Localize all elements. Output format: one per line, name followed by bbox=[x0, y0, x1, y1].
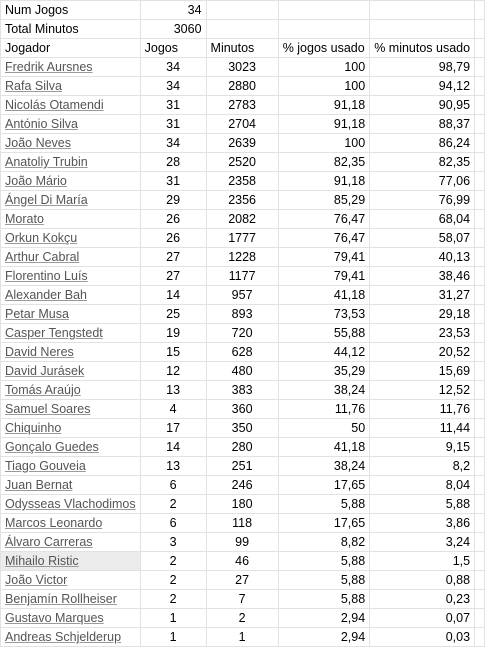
jogos-cell[interactable]: 17 bbox=[140, 419, 206, 438]
empty-cell[interactable] bbox=[475, 571, 485, 590]
minutos-cell[interactable]: 2880 bbox=[206, 77, 278, 96]
pct-minutos-cell[interactable]: 76,99 bbox=[370, 191, 475, 210]
pct-minutos-cell[interactable]: 1,5 bbox=[370, 552, 475, 571]
minutos-cell[interactable]: 280 bbox=[206, 438, 278, 457]
minutos-cell[interactable]: 2639 bbox=[206, 134, 278, 153]
minutos-cell[interactable]: 893 bbox=[206, 305, 278, 324]
pct-jogos-cell[interactable]: 100 bbox=[278, 58, 370, 77]
empty-cell[interactable] bbox=[475, 324, 485, 343]
empty-cell[interactable] bbox=[475, 381, 485, 400]
empty-cell[interactable] bbox=[475, 210, 485, 229]
total-minutos-label[interactable]: Total Minutos bbox=[1, 20, 141, 39]
minutos-cell[interactable]: 2356 bbox=[206, 191, 278, 210]
player-name-cell[interactable]: Samuel Soares bbox=[1, 400, 141, 419]
player-name-cell[interactable]: Mihailo Ristic bbox=[1, 552, 141, 571]
player-name-cell[interactable]: Andreas Schjelderup bbox=[1, 628, 141, 647]
empty-cell[interactable] bbox=[475, 457, 485, 476]
empty-cell[interactable] bbox=[475, 609, 485, 628]
empty-cell[interactable] bbox=[370, 1, 475, 20]
player-name-cell[interactable]: Gonçalo Guedes bbox=[1, 438, 141, 457]
player-name-cell[interactable]: Anatoliy Trubin bbox=[1, 153, 141, 172]
table-row bbox=[1, 457, 485, 476]
minutos-cell[interactable]: 1777 bbox=[206, 229, 278, 248]
jogos-cell[interactable]: 6 bbox=[140, 514, 206, 533]
table-row bbox=[1, 324, 485, 343]
header-jogador[interactable]: Jogador bbox=[1, 39, 141, 58]
table-row bbox=[1, 609, 485, 628]
pct-jogos-cell[interactable]: 91,18 bbox=[278, 96, 370, 115]
table-row bbox=[1, 476, 485, 495]
minutos-cell[interactable]: 720 bbox=[206, 324, 278, 343]
pct-minutos-cell[interactable]: 3,86 bbox=[370, 514, 475, 533]
table-row bbox=[1, 343, 485, 362]
pct-minutos-cell[interactable]: 12,52 bbox=[370, 381, 475, 400]
jogos-cell[interactable]: 2 bbox=[140, 495, 206, 514]
empty-cell[interactable] bbox=[475, 172, 485, 191]
pct-minutos-cell[interactable]: 11,44 bbox=[370, 419, 475, 438]
pct-minutos-cell[interactable]: 20,52 bbox=[370, 343, 475, 362]
pct-minutos-cell[interactable]: 40,13 bbox=[370, 248, 475, 267]
pct-jogos-cell[interactable]: 17,65 bbox=[278, 514, 370, 533]
player-name-cell[interactable]: Rafa Silva bbox=[1, 77, 141, 96]
jogos-cell[interactable]: 34 bbox=[140, 58, 206, 77]
pct-jogos-cell[interactable]: 5,88 bbox=[278, 571, 370, 590]
header-jogos[interactable]: Jogos bbox=[140, 39, 206, 58]
table-row bbox=[1, 628, 485, 647]
minutos-cell[interactable]: 1177 bbox=[206, 267, 278, 286]
empty-cell[interactable] bbox=[475, 419, 485, 438]
pct-jogos-cell[interactable]: 35,29 bbox=[278, 362, 370, 381]
pct-jogos-cell[interactable]: 50 bbox=[278, 419, 370, 438]
empty-cell[interactable] bbox=[475, 267, 485, 286]
table-row bbox=[1, 229, 485, 248]
empty-cell[interactable] bbox=[475, 134, 485, 153]
minutos-cell[interactable]: 99 bbox=[206, 533, 278, 552]
empty-cell[interactable] bbox=[475, 153, 485, 172]
pct-minutos-cell[interactable]: 0,07 bbox=[370, 609, 475, 628]
pct-jogos-cell[interactable]: 38,24 bbox=[278, 381, 370, 400]
empty-cell[interactable] bbox=[475, 495, 485, 514]
num-jogos-value[interactable]: 34 bbox=[140, 1, 206, 20]
jogos-cell[interactable]: 3 bbox=[140, 533, 206, 552]
header-row bbox=[1, 39, 485, 58]
empty-cell[interactable] bbox=[278, 1, 370, 20]
jogos-cell[interactable]: 1 bbox=[140, 628, 206, 647]
empty-cell[interactable] bbox=[475, 476, 485, 495]
pct-minutos-cell[interactable]: 31,27 bbox=[370, 286, 475, 305]
pct-jogos-cell[interactable]: 5,88 bbox=[278, 552, 370, 571]
jogos-cell[interactable]: 13 bbox=[140, 381, 206, 400]
pct-minutos-cell[interactable]: 9,15 bbox=[370, 438, 475, 457]
player-name-cell[interactable]: Fredrik Aursnes bbox=[1, 58, 141, 77]
jogos-cell[interactable]: 31 bbox=[140, 115, 206, 134]
player-name-cell[interactable]: Morato bbox=[1, 210, 141, 229]
pct-minutos-cell[interactable]: 82,35 bbox=[370, 153, 475, 172]
jogos-cell[interactable]: 19 bbox=[140, 324, 206, 343]
player-name-cell[interactable]: Tiago Gouveia bbox=[1, 457, 141, 476]
pct-jogos-cell[interactable]: 2,94 bbox=[278, 609, 370, 628]
minutos-cell[interactable]: 2783 bbox=[206, 96, 278, 115]
empty-cell[interactable] bbox=[475, 286, 485, 305]
pct-minutos-cell[interactable]: 68,04 bbox=[370, 210, 475, 229]
player-name-cell[interactable]: David Jurásek bbox=[1, 362, 141, 381]
pct-minutos-cell[interactable]: 23,53 bbox=[370, 324, 475, 343]
pct-minutos-cell[interactable]: 0,03 bbox=[370, 628, 475, 647]
pct-jogos-cell[interactable]: 79,41 bbox=[278, 248, 370, 267]
total-minutos-value[interactable]: 3060 bbox=[140, 20, 206, 39]
minutos-cell[interactable]: 251 bbox=[206, 457, 278, 476]
jogos-cell[interactable]: 2 bbox=[140, 590, 206, 609]
table-row bbox=[1, 267, 485, 286]
minutos-cell[interactable]: 3023 bbox=[206, 58, 278, 77]
pct-jogos-cell[interactable]: 8,82 bbox=[278, 533, 370, 552]
table-row bbox=[1, 571, 485, 590]
jogos-cell[interactable]: 31 bbox=[140, 172, 206, 191]
empty-cell[interactable] bbox=[475, 590, 485, 609]
jogos-cell[interactable]: 26 bbox=[140, 229, 206, 248]
empty-cell[interactable] bbox=[475, 58, 485, 77]
empty-cell[interactable] bbox=[475, 20, 485, 39]
empty-cell[interactable] bbox=[475, 628, 485, 647]
jogos-cell[interactable]: 25 bbox=[140, 305, 206, 324]
table-row bbox=[1, 552, 485, 571]
jogos-cell[interactable]: 29 bbox=[140, 191, 206, 210]
empty-cell[interactable] bbox=[475, 39, 485, 58]
player-name-cell[interactable]: Juan Bernat bbox=[1, 476, 141, 495]
empty-cell[interactable] bbox=[475, 533, 485, 552]
jogos-cell[interactable]: 27 bbox=[140, 248, 206, 267]
player-name-cell[interactable]: Nicolás Otamendi bbox=[1, 96, 141, 115]
pct-jogos-cell[interactable]: 73,53 bbox=[278, 305, 370, 324]
player-name-cell[interactable]: António Silva bbox=[1, 115, 141, 134]
jogos-cell[interactable]: 34 bbox=[140, 77, 206, 96]
pct-jogos-cell[interactable]: 41,18 bbox=[278, 286, 370, 305]
minutos-cell[interactable]: 2358 bbox=[206, 172, 278, 191]
empty-cell[interactable] bbox=[475, 77, 485, 96]
player-name-cell[interactable]: Florentino Luís bbox=[1, 267, 141, 286]
pct-jogos-cell[interactable]: 100 bbox=[278, 77, 370, 96]
header-pct-jogos[interactable]: % jogos usado bbox=[278, 39, 370, 58]
player-name-cell[interactable]: Marcos Leonardo bbox=[1, 514, 141, 533]
jogos-cell[interactable]: 4 bbox=[140, 400, 206, 419]
pct-jogos-cell[interactable]: 5,88 bbox=[278, 495, 370, 514]
pct-minutos-cell[interactable]: 98,79 bbox=[370, 58, 475, 77]
jogos-cell[interactable]: 2 bbox=[140, 552, 206, 571]
table-row bbox=[1, 495, 485, 514]
player-name-cell[interactable]: David Neres bbox=[1, 343, 141, 362]
player-name-cell[interactable]: Alexander Bah bbox=[1, 286, 141, 305]
empty-cell[interactable] bbox=[475, 514, 485, 533]
minutos-cell[interactable]: 383 bbox=[206, 381, 278, 400]
empty-cell[interactable] bbox=[475, 115, 485, 134]
header-minutos[interactable]: Minutos bbox=[206, 39, 278, 58]
pct-minutos-cell[interactable]: 29,18 bbox=[370, 305, 475, 324]
minutos-cell[interactable]: 27 bbox=[206, 571, 278, 590]
empty-cell[interactable] bbox=[206, 20, 278, 39]
table-row bbox=[1, 533, 485, 552]
jogos-cell[interactable]: 6 bbox=[140, 476, 206, 495]
pct-minutos-cell[interactable]: 94,12 bbox=[370, 77, 475, 96]
player-name-cell[interactable]: Álvaro Carreras bbox=[1, 533, 141, 552]
empty-cell[interactable] bbox=[370, 20, 475, 39]
pct-jogos-cell[interactable]: 76,47 bbox=[278, 210, 370, 229]
jogos-cell[interactable]: 28 bbox=[140, 153, 206, 172]
table-row bbox=[1, 210, 485, 229]
minutos-cell[interactable]: 1 bbox=[206, 628, 278, 647]
minutos-cell[interactable]: 2704 bbox=[206, 115, 278, 134]
summary-row-total-minutos bbox=[1, 20, 485, 39]
pct-minutos-cell[interactable]: 11,76 bbox=[370, 400, 475, 419]
pct-minutos-cell[interactable]: 38,46 bbox=[370, 267, 475, 286]
pct-jogos-cell[interactable]: 85,29 bbox=[278, 191, 370, 210]
pct-minutos-cell[interactable]: 8,04 bbox=[370, 476, 475, 495]
player-name-cell[interactable]: Casper Tengstedt bbox=[1, 324, 141, 343]
jogos-cell[interactable]: 31 bbox=[140, 96, 206, 115]
table-row bbox=[1, 58, 485, 77]
minutos-cell[interactable]: 2 bbox=[206, 609, 278, 628]
empty-cell[interactable] bbox=[475, 400, 485, 419]
pct-minutos-cell[interactable]: 8,2 bbox=[370, 457, 475, 476]
pct-jogos-cell[interactable]: 44,12 bbox=[278, 343, 370, 362]
pct-minutos-cell[interactable]: 0,88 bbox=[370, 571, 475, 590]
table-row bbox=[1, 115, 485, 134]
sheet-body bbox=[1, 1, 485, 647]
jogos-cell[interactable]: 12 bbox=[140, 362, 206, 381]
empty-cell[interactable] bbox=[475, 438, 485, 457]
table-row bbox=[1, 191, 485, 210]
pct-jogos-cell[interactable]: 79,41 bbox=[278, 267, 370, 286]
player-name-cell[interactable]: Odysseas Vlachodimos bbox=[1, 495, 141, 514]
player-name-cell[interactable]: João Neves bbox=[1, 134, 141, 153]
player-name-cell[interactable]: Tomás Araújo bbox=[1, 381, 141, 400]
empty-cell[interactable] bbox=[475, 362, 485, 381]
pct-minutos-cell[interactable]: 58,07 bbox=[370, 229, 475, 248]
minutos-cell[interactable]: 2082 bbox=[206, 210, 278, 229]
player-name-cell[interactable]: João Mário bbox=[1, 172, 141, 191]
pct-jogos-cell[interactable]: 17,65 bbox=[278, 476, 370, 495]
pct-minutos-cell[interactable]: 3,24 bbox=[370, 533, 475, 552]
pct-jogos-cell[interactable]: 55,88 bbox=[278, 324, 370, 343]
table-row bbox=[1, 305, 485, 324]
pct-jogos-cell[interactable]: 38,24 bbox=[278, 457, 370, 476]
player-name-cell[interactable]: Gustavo Marques bbox=[1, 609, 141, 628]
pct-jogos-cell[interactable]: 76,47 bbox=[278, 229, 370, 248]
table-row bbox=[1, 134, 485, 153]
empty-cell[interactable] bbox=[475, 1, 485, 20]
empty-cell[interactable] bbox=[475, 229, 485, 248]
empty-cell[interactable] bbox=[475, 305, 485, 324]
minutos-cell[interactable]: 350 bbox=[206, 419, 278, 438]
jogos-cell[interactable]: 26 bbox=[140, 210, 206, 229]
pct-minutos-cell[interactable]: 5,88 bbox=[370, 495, 475, 514]
pct-jogos-cell[interactable]: 11,76 bbox=[278, 400, 370, 419]
minutos-cell[interactable]: 1228 bbox=[206, 248, 278, 267]
minutos-cell[interactable]: 480 bbox=[206, 362, 278, 381]
minutos-cell[interactable]: 46 bbox=[206, 552, 278, 571]
minutos-cell[interactable]: 628 bbox=[206, 343, 278, 362]
empty-cell[interactable] bbox=[475, 96, 485, 115]
pct-jogos-cell[interactable]: 82,35 bbox=[278, 153, 370, 172]
minutos-cell[interactable]: 118 bbox=[206, 514, 278, 533]
empty-cell[interactable] bbox=[278, 20, 370, 39]
minutos-cell[interactable]: 360 bbox=[206, 400, 278, 419]
minutos-cell[interactable]: 957 bbox=[206, 286, 278, 305]
table-row bbox=[1, 514, 485, 533]
player-name-cell[interactable]: Orkun Kokçu bbox=[1, 229, 141, 248]
minutos-cell[interactable]: 246 bbox=[206, 476, 278, 495]
summary-row-num-jogos bbox=[1, 1, 485, 20]
minutos-cell[interactable]: 180 bbox=[206, 495, 278, 514]
table-row bbox=[1, 400, 485, 419]
pct-jogos-cell[interactable]: 100 bbox=[278, 134, 370, 153]
jogos-cell[interactable]: 1 bbox=[140, 609, 206, 628]
pct-minutos-cell[interactable]: 88,37 bbox=[370, 115, 475, 134]
jogos-cell[interactable]: 15 bbox=[140, 343, 206, 362]
table-row bbox=[1, 172, 485, 191]
empty-cell[interactable] bbox=[475, 552, 485, 571]
pct-minutos-cell[interactable]: 77,06 bbox=[370, 172, 475, 191]
jogos-cell[interactable]: 14 bbox=[140, 286, 206, 305]
pct-jogos-cell[interactable]: 5,88 bbox=[278, 590, 370, 609]
jogos-cell[interactable]: 2 bbox=[140, 571, 206, 590]
pct-minutos-cell[interactable]: 0,23 bbox=[370, 590, 475, 609]
table-row bbox=[1, 77, 485, 96]
player-name-cell[interactable]: Chiquinho bbox=[1, 419, 141, 438]
jogos-cell[interactable]: 34 bbox=[140, 134, 206, 153]
table-row bbox=[1, 590, 485, 609]
jogos-cell[interactable]: 14 bbox=[140, 438, 206, 457]
empty-cell[interactable] bbox=[475, 343, 485, 362]
num-jogos-label[interactable]: Num Jogos bbox=[1, 1, 141, 20]
minutos-cell[interactable]: 2520 bbox=[206, 153, 278, 172]
empty-cell[interactable] bbox=[475, 248, 485, 267]
table-row bbox=[1, 381, 485, 400]
table-row bbox=[1, 419, 485, 438]
pct-minutos-cell[interactable]: 86,24 bbox=[370, 134, 475, 153]
table-row bbox=[1, 438, 485, 457]
pct-minutos-cell[interactable]: 90,95 bbox=[370, 96, 475, 115]
player-name-cell[interactable]: Petar Musa bbox=[1, 305, 141, 324]
jogos-cell[interactable]: 27 bbox=[140, 267, 206, 286]
empty-cell[interactable] bbox=[206, 1, 278, 20]
table-row bbox=[1, 362, 485, 381]
pct-minutos-cell[interactable]: 15,69 bbox=[370, 362, 475, 381]
player-name-cell[interactable]: Benjamín Rollheiser bbox=[1, 590, 141, 609]
player-name-cell[interactable]: Arthur Cabral bbox=[1, 248, 141, 267]
pct-jogos-cell[interactable]: 91,18 bbox=[278, 115, 370, 134]
header-pct-minutos[interactable]: % minutos usado bbox=[370, 39, 475, 58]
table-row bbox=[1, 96, 485, 115]
jogos-cell[interactable]: 13 bbox=[140, 457, 206, 476]
pct-jogos-cell[interactable]: 2,94 bbox=[278, 628, 370, 647]
empty-cell[interactable] bbox=[475, 191, 485, 210]
pct-jogos-cell[interactable]: 91,18 bbox=[278, 172, 370, 191]
player-name-cell[interactable]: Ángel Di María bbox=[1, 191, 141, 210]
minutos-cell[interactable]: 7 bbox=[206, 590, 278, 609]
player-name-cell[interactable]: João Victor bbox=[1, 571, 141, 590]
table-row bbox=[1, 153, 485, 172]
table-row bbox=[1, 286, 485, 305]
pct-jogos-cell[interactable]: 41,18 bbox=[278, 438, 370, 457]
table-row bbox=[1, 248, 485, 267]
